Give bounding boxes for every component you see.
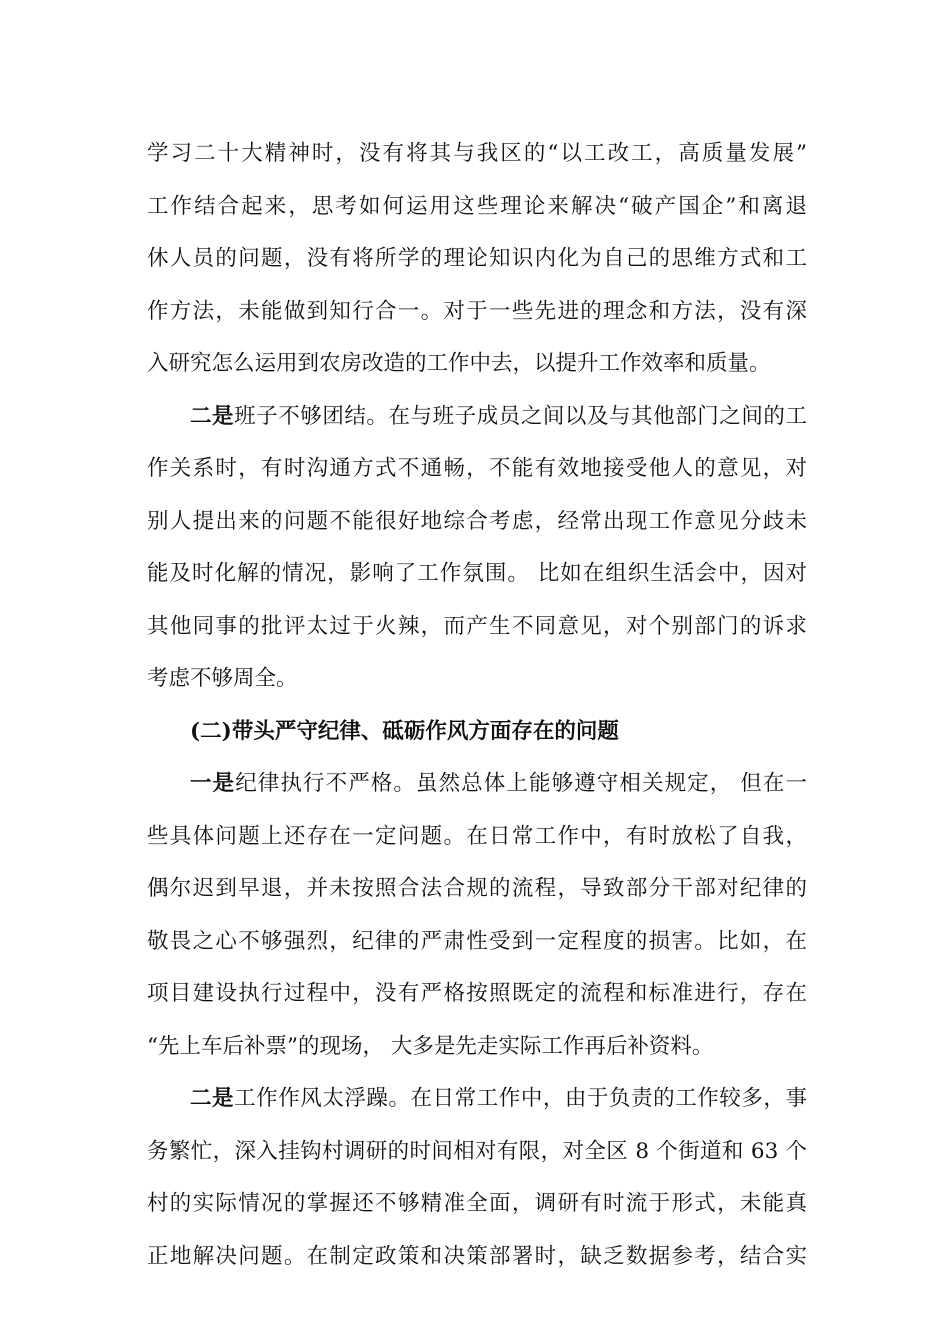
paragraph-4-line-1 [147, 1073, 807, 1126]
paragraph-3-lead: 一是 [190, 771, 236, 796]
paragraph-1-line-5: 入研究怎么运用到农房改造的工作中去，以提升工作效率和质量。 [147, 351, 771, 376]
paragraph-2-line-2: 作关系时，有时沟通方式不通畅，不能有效地接受他人的意见，对 [147, 456, 807, 481]
paragraph-2-lead: 二是 [190, 403, 235, 429]
paragraph-3-line-1-text: 纪律执行不严格。虽然总体上能够遵守相关规定， 但在一 [235, 771, 807, 796]
document-body [147, 128, 807, 1283]
paragraph-2-line-3: 别人提出来的问题不能很好地综合考虑，经常出现工作意见分歧未 [147, 508, 807, 534]
paragraph-3-line-4: 敬畏之心不够强烈，纪律的严肃性受到一定程度的损害。比如，在 [147, 928, 807, 954]
paragraph-1-line-4: 作方法，未能做到知行合一。对于一些先进的理念和方法，没有深 [147, 298, 807, 324]
section-heading: (二)带头严守纪律、砥砺作风方面存在的问题 [190, 718, 619, 744]
paragraph-4-lead: 二是 [190, 1086, 235, 1111]
paragraph-4-line-1-text: 工作作风太浮躁。在日常工作中，由于负责的工作较多，事 [234, 1086, 807, 1111]
paragraph-1-line-1: 学习二十大精神时，没有将其与我区的“以工改工，高质量发展” [147, 141, 807, 166]
paragraph-3-line-2: 些具体问题上还存在一定问题。在日常工作中，有时放松了自我， [147, 823, 807, 849]
paragraph-3-line-1 [147, 758, 807, 811]
paragraph-2-line-1-text: 班子不够团结。在与班子成员之间以及与其他部门之间的工 [234, 403, 807, 429]
paragraph-2-line-1 [147, 391, 807, 444]
paragraph-2-line-6: 考虑不够周全。 [147, 666, 298, 691]
paragraph-3-line-6: “先上车后补票”的现场， 大多是先走实际工作再后补资料。 [147, 1033, 714, 1059]
paragraph-1-line-2: 工作结合起来，思考如何运用这些理论来解决“破产国企”和离退 [147, 193, 807, 219]
paragraph-2-line-5: 其他同事的批评太过于火辣，而产生不同意见，对个别部门的诉求 [147, 613, 807, 639]
paragraph-3-line-3: 偶尔迟到早退，并未按照合法合规的流程，导致部分干部对纪律的 [147, 876, 807, 901]
paragraph-4-line-2: 务繁忙，深入挂钩村调研的时间相对有限，对全区 8 个街道和 63 个 [147, 1138, 807, 1164]
paragraph-2-line-4: 能及时化解的情况，影响了工作氛围。 比如在组织生活会中，因对 [147, 561, 807, 586]
paragraph-4-line-3: 村的实际情况的掌握还不够精准全面，调研有时流于形式，未能真 [147, 1191, 807, 1216]
paragraph-1-line-3: 休人员的问题，没有将所学的理论知识内化为自己的思维方式和工 [147, 246, 807, 271]
paragraph-3-line-5: 项目建设执行过程中，没有严格按照既定的流程和标准进行，存在 [147, 981, 807, 1006]
paragraph-4-line-4: 正地解决问题。在制定政策和决策部署时，缺乏数据参考，结合实 [147, 1243, 807, 1269]
